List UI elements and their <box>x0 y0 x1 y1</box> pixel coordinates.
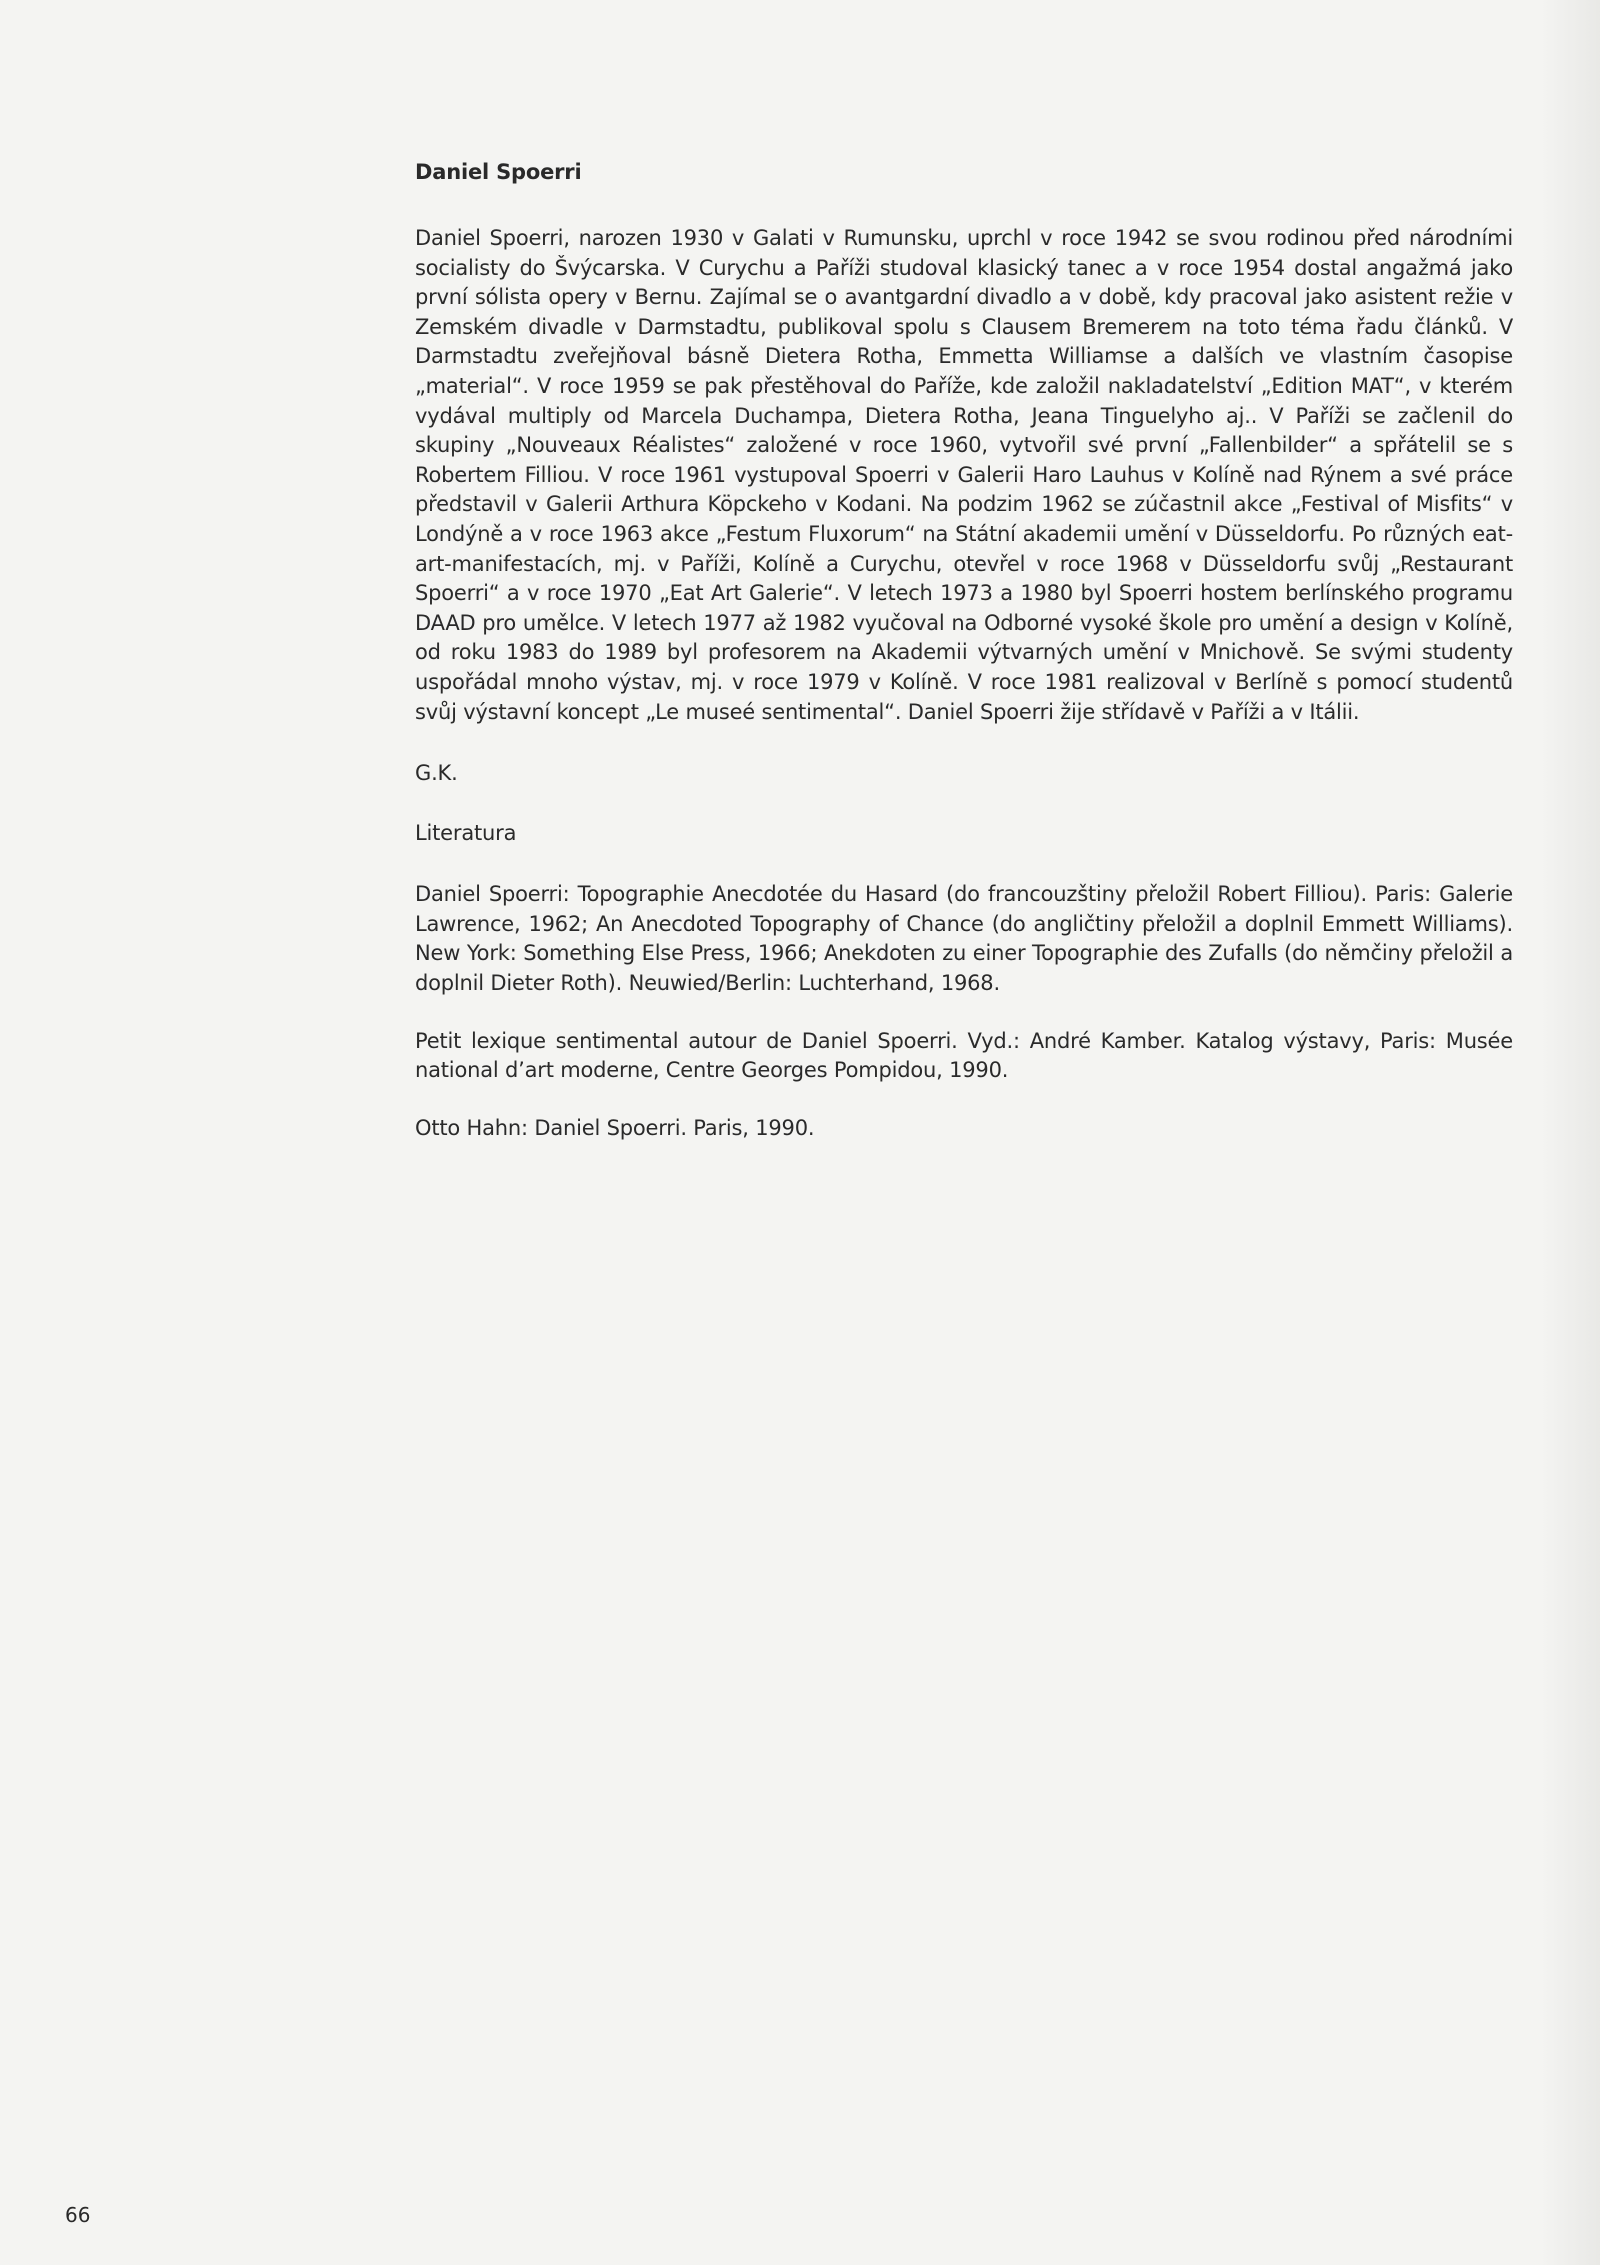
article-body: Daniel Spoerri, narozen 1930 v Galati v Rumunsku, uprchl v roce 1942 se svou rodinou před národními socialisty do Švýcarska. V Curychu a Paříži studoval klasický tanec a v roce 1954 dostal angažmá jako první sólista opery v Bernu. Zajímal se o avantgardní divadlo a v době, kdy pracoval jako asistent režie v Zemském divadle v Darmstadtu, publikoval spolu s Clausem Bremerem na toto téma řadu článků. V Darmstadtu zveřejňoval básně Dietera Rotha, Emmetta Williamse a dalších ve vlastním časopise „material“. V roce 1959 se pak přestěhoval do Paříže, kde založil nakladatelství „Edition MAT“, v kterém vydával multiply od Marcela Duchampa, Dietera Rotha, Jeana Tinguelyho aj.. V Paříži se začlenil do skupiny „Nouveaux Réalistes“ založené v roce 1960, vytvořil své první „Fallenbilder“ a spřátelil se s Robertem Filliou. V roce 1961 vystupoval Spoerri v Galerii Haro Lauhus v Kolíně nad Rýnem a své práce představil v Galerii Arthura Köpckeho v Kodani. Na podzim 1962 se zúčastnil akce „Festival of Misfits“ v Londýně a v roce 1963 akce „Festum Fluxorum“ na Státní akademii umění v Düsseldorfu. Po různých eat-art-manifestacích, mj. v Paříži, Kolíně a Curychu, otevřel v roce 1968 v Düsseldorfu svůj „Restaurant Spoerri“ a v roce 1970 „Eat Art Galerie“. V letech 1973 a 1980 byl Spoerri hostem berlínského programu DAAD pro umělce. V letech 1977 až 1982 vyučoval na Odborné vysoké škole pro umění a design v Kolíně, od roku 1983 do 1989 byl profesorem na Akademii výtvarných umění v Mnichově. Se svými studenty uspořádal mnoho výstav, mj. v roce 1979 v Kolíně. V roce 1981 realizoval v Berlíně s pomocí studentů svůj výstavní koncept „Le museé sentimental“. Daniel Spoerri žije střídavě v Paříži a v Itálii. <box>415 226 1513 724</box>
literature-entry: Daniel Spoerri: Topographie Anecdotée du Hasard (do francouzštiny přeložil Robert Filliou). Paris: Galerie Lawrence, 1962; An Anecdoted Topography of Chance (do angličtiny přeložil a doplnil Emmett Williams). New York: Something Else Press, 1966; Anekdoten zu einer Topographie des Zufalls (do němčiny přeložil a doplnil Dieter Roth). Neuwied/Berlin: Luchterhand, 1968. <box>415 882 1513 996</box>
author-initials: G.K. <box>415 761 458 786</box>
article <box>415 160 1513 1143</box>
literature-entry: Petit lexique sentimental autour de Daniel Spoerri. Vyd.: André Kamber. Katalog výstavy, Paris: Musée national d’art moderne, Centre Georges Pompidou, 1990. <box>415 1028 1513 1083</box>
literature-entry: Otto Hahn: Daniel Spoerri. Paris, 1990. <box>415 1115 815 1140</box>
page-number: 66 <box>65 2203 91 2227</box>
literature-heading: Literatura <box>415 820 517 845</box>
page-edge-shadow <box>1540 0 1600 2265</box>
article-title: Daniel Spoerri <box>415 160 582 184</box>
